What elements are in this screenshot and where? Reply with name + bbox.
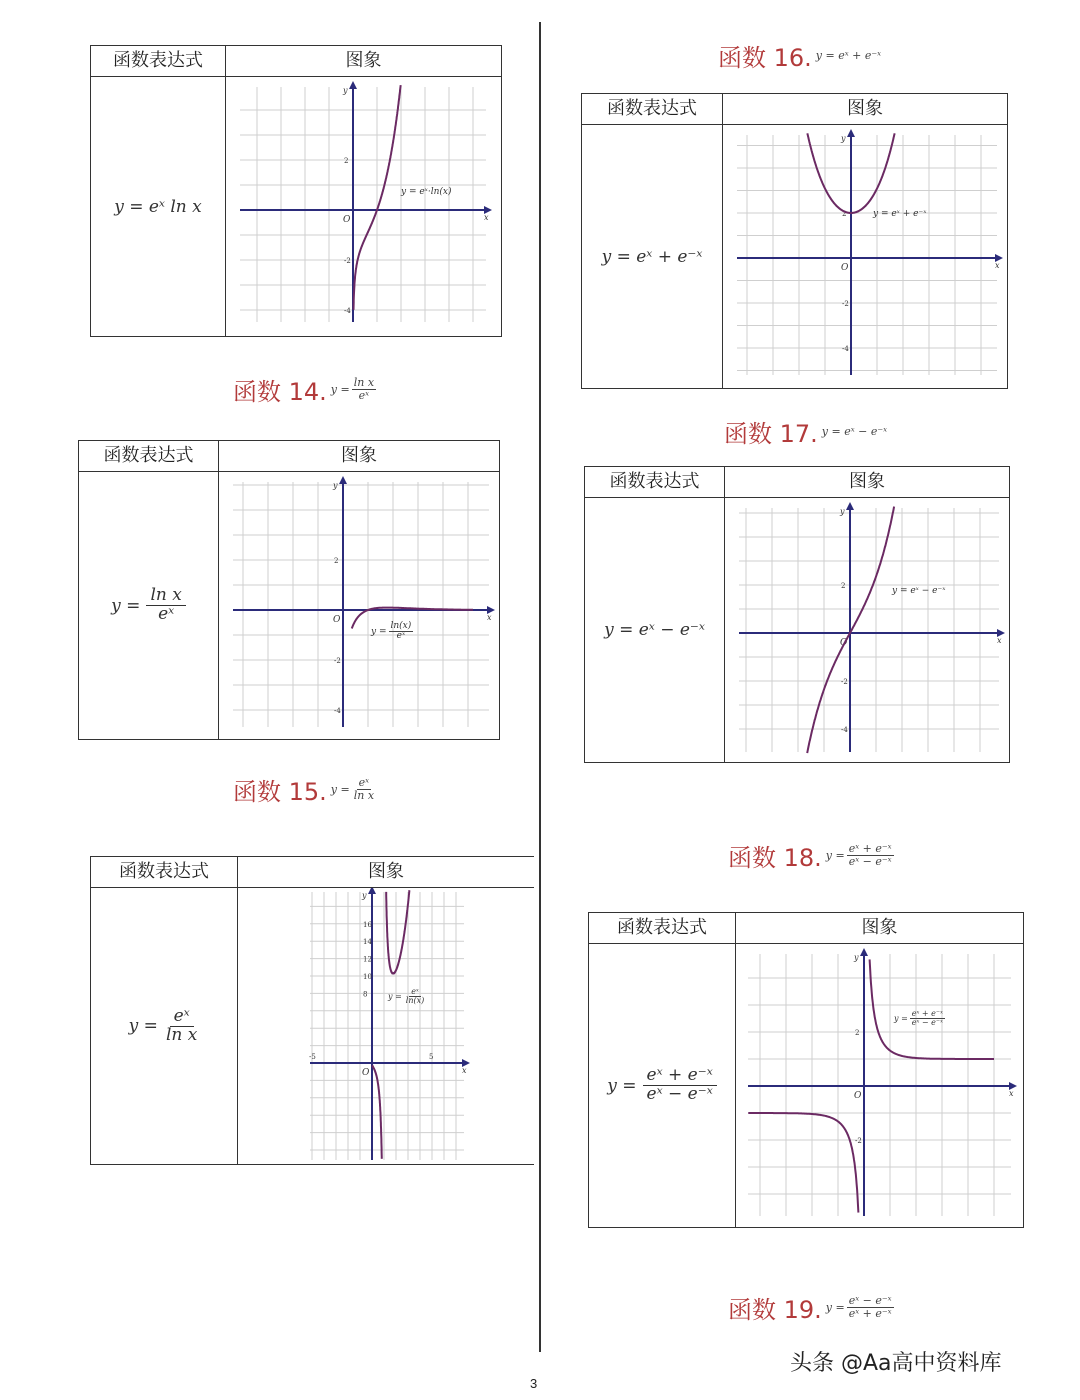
function-17-label: 函数 17. <box>724 420 818 448</box>
formula-fraction <box>847 1295 894 1319</box>
header-graph: 图象 <box>861 917 898 938</box>
function-14-formula <box>331 377 376 401</box>
formula-fraction <box>352 377 376 401</box>
y-axis-label: y <box>362 891 367 900</box>
function-14-title <box>233 372 376 407</box>
y-axis-arrow <box>368 888 376 894</box>
expression: y = eˣ ln x <box>114 196 202 217</box>
origin-label: O <box>840 638 848 648</box>
function-table-18 <box>588 912 1024 1228</box>
table-header <box>582 94 1007 125</box>
header-graph: 图象 <box>368 861 404 882</box>
tick-label-y: 8 <box>363 990 368 999</box>
tick-label-y: -4 <box>842 345 849 353</box>
x-axis-label: x <box>1009 1089 1014 1098</box>
tick-label-y: 12 <box>363 955 372 964</box>
header-expr: 函数表达式 <box>585 467 725 497</box>
function-graph <box>238 888 534 1164</box>
tick-label-y: 2 <box>334 557 339 565</box>
graph-cell <box>723 125 1007 388</box>
origin-label: O <box>854 1091 862 1101</box>
curve-label <box>371 622 413 642</box>
function-19-label: 函数 19. <box>728 1296 822 1324</box>
graph-cell <box>736 944 1023 1227</box>
expression: y = eˣ − e⁻ˣ <box>604 620 705 640</box>
expr-lhs: y = <box>128 1016 158 1036</box>
curve-label: y = eˣ·ln(x) <box>401 187 452 197</box>
formula-lhs: y = <box>825 849 845 862</box>
label-denominator: eˣ − e⁻ˣ <box>911 1018 943 1028</box>
formula-denominator: eˣ + e⁻ˣ <box>848 1307 892 1320</box>
graph-cell <box>219 472 499 739</box>
table-header <box>585 467 1009 498</box>
tick-label-y: 16 <box>363 920 372 929</box>
tick-label-y: 2 <box>841 582 846 590</box>
formula-numerator: eˣ + e⁻ˣ <box>848 842 892 856</box>
expr-denominator: eˣ − e⁻ˣ <box>646 1084 713 1104</box>
table-header <box>79 441 499 472</box>
expression: y = eˣ + e⁻ˣ <box>601 246 703 267</box>
table-header <box>91 857 534 888</box>
label-numerator: eˣ + e⁻ˣ <box>911 1009 943 1018</box>
header-expr: 函数表达式 <box>91 857 238 887</box>
function-15-title <box>233 772 376 807</box>
watermark: 头条 @Aa高中资料库 <box>790 1351 1002 1376</box>
tick-label-y: 2 <box>344 157 349 165</box>
expr-numerator: eˣ + e⁻ˣ <box>643 1067 717 1086</box>
curve-label: y = eˣ + e⁻ˣ <box>873 209 927 219</box>
label-numerator: eˣ <box>411 987 419 996</box>
origin-label: O <box>343 215 351 225</box>
formula-denominator: ln x <box>353 789 375 802</box>
function-15-label: 函数 15. <box>233 778 327 806</box>
x-axis-label: x <box>462 1066 467 1075</box>
function-table-15 <box>90 856 534 1165</box>
label-lhs: y = <box>894 1014 908 1024</box>
formula-denominator: eˣ − e⁻ˣ <box>848 855 892 868</box>
formula-lhs: y = <box>330 783 350 796</box>
label-fraction <box>404 988 426 1006</box>
expr-denominator: ln x <box>165 1024 198 1045</box>
function-16-title <box>718 38 881 73</box>
function-19-title <box>728 1290 894 1325</box>
y-axis-arrow <box>860 948 868 956</box>
function-18-title <box>728 838 894 873</box>
function-graph <box>723 125 1007 388</box>
tick-label-y: -2 <box>344 257 351 265</box>
label-lhs: y = <box>371 626 387 637</box>
y-axis-arrow <box>846 502 854 510</box>
x-axis-label: x <box>484 213 489 222</box>
tick-label-y: -2 <box>334 657 341 665</box>
tick-label-y: -4 <box>841 726 848 734</box>
curve-label <box>894 1010 945 1028</box>
function-graph <box>219 472 499 739</box>
table-header <box>589 913 1023 944</box>
expr-cell <box>585 498 725 762</box>
origin-label: O <box>333 615 341 625</box>
y-axis-arrow <box>847 129 855 137</box>
y-axis-arrow <box>349 81 357 89</box>
formula-numerator: eˣ − e⁻ˣ <box>848 1294 892 1308</box>
label-fraction <box>910 1010 945 1028</box>
function-graph <box>725 498 1009 762</box>
expr-cell <box>589 944 736 1227</box>
column-divider <box>539 22 541 1352</box>
expression <box>607 1067 716 1104</box>
tick-label-y: 14 <box>363 938 372 947</box>
tick-label-y: 2 <box>842 210 847 218</box>
header-graph: 图象 <box>847 98 883 119</box>
table-header <box>91 46 501 77</box>
label-numerator: ln(x) <box>390 621 412 631</box>
origin-label: O <box>841 263 849 273</box>
tick-label-y: -2 <box>842 300 849 308</box>
curve-label: y = eˣ − e⁻ˣ <box>892 586 946 596</box>
formula-fraction <box>847 843 894 867</box>
function-17-formula: y = eˣ − e⁻ˣ <box>821 425 888 438</box>
tick-label-y: -4 <box>344 307 351 315</box>
header-expr: 函数表达式 <box>589 913 736 943</box>
header-graph: 图象 <box>341 445 377 466</box>
function-14-label: 函数 14. <box>233 378 327 406</box>
label-fraction <box>389 622 414 642</box>
formula-numerator: eˣ <box>358 776 370 790</box>
expr-fraction <box>643 1067 717 1104</box>
tick-label-y: -2 <box>855 1137 862 1145</box>
header-expr: 函数表达式 <box>91 46 226 76</box>
function-16-label: 函数 16. <box>718 44 812 72</box>
expr-lhs: y = <box>607 1075 637 1096</box>
header-expr: 函数表达式 <box>79 441 219 471</box>
y-axis-arrow <box>339 476 347 484</box>
x-axis-label: x <box>995 261 1000 270</box>
header-graph: 图象 <box>849 471 885 492</box>
y-axis-label: y <box>343 86 348 95</box>
expr-cell <box>91 77 226 336</box>
label-denominator: ln(x) <box>405 996 425 1006</box>
expr-fraction <box>164 1005 199 1045</box>
graph-cell <box>226 77 501 336</box>
tick-label-y: -2 <box>841 678 848 686</box>
function-table-17 <box>584 466 1010 763</box>
function-table-13 <box>90 45 502 337</box>
tick-label-x: 5 <box>429 1053 434 1061</box>
y-axis-label: y <box>854 953 859 962</box>
label-lhs: y = <box>388 992 402 1002</box>
expr-numerator: ln x <box>146 587 185 606</box>
expr-denominator: eˣ <box>158 604 175 624</box>
label-denominator: eˣ <box>396 631 406 642</box>
function-17-title <box>724 414 887 449</box>
tick-label-y: 10 <box>363 973 372 981</box>
expr-fraction <box>146 587 185 624</box>
function-18-formula <box>826 843 894 867</box>
tick-label-y: -4 <box>334 707 341 715</box>
y-axis-label: y <box>333 481 338 490</box>
expression <box>128 1005 200 1045</box>
formula-lhs: y = <box>330 383 350 396</box>
expr-cell <box>91 888 238 1164</box>
y-axis-label: y <box>840 507 845 516</box>
function-15-formula <box>331 777 376 801</box>
function-table-16 <box>581 93 1008 389</box>
formula-numerator: ln x <box>353 376 375 390</box>
formula-denominator: eˣ <box>358 389 370 402</box>
function-graph <box>736 944 1023 1227</box>
origin-label: O <box>362 1068 370 1078</box>
x-axis-label: x <box>487 613 492 622</box>
page-number: 3 <box>530 1376 538 1391</box>
expr-cell <box>79 472 219 739</box>
tick-label-y: 2 <box>855 1029 860 1037</box>
header-graph: 图象 <box>345 50 382 71</box>
expr-numerator: eˣ <box>170 1008 194 1027</box>
curve-label <box>388 988 426 1006</box>
header-expr: 函数表达式 <box>582 94 723 124</box>
function-18-label: 函数 18. <box>728 844 822 872</box>
function-16-formula: y = eˣ + e⁻ˣ <box>815 49 882 62</box>
y-axis-label: y <box>841 134 846 143</box>
function-table-14 <box>78 440 500 740</box>
formula-fraction <box>352 777 376 801</box>
function-19-formula <box>826 1295 894 1319</box>
formula-lhs: y = <box>825 1301 845 1314</box>
graph-cell <box>238 888 534 1164</box>
expr-lhs: y = <box>111 595 141 616</box>
function-graph <box>226 77 501 336</box>
expression <box>111 587 186 624</box>
tick-label-x: -5 <box>309 1053 316 1061</box>
graph-cell <box>725 498 1009 762</box>
expr-cell <box>582 125 723 388</box>
x-axis-label: x <box>997 636 1002 645</box>
